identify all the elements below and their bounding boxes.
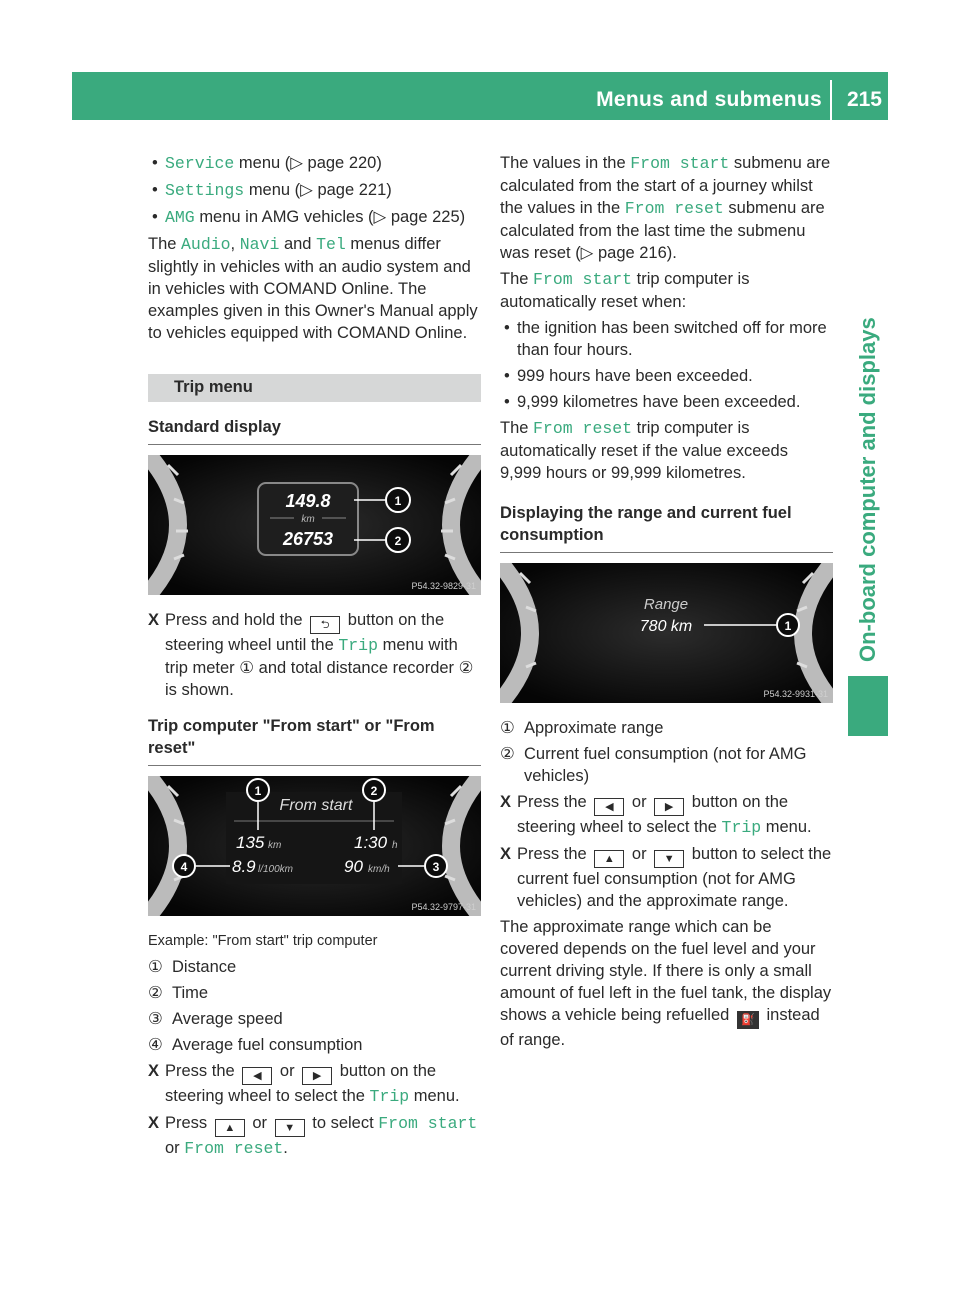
step-marker: X: [500, 793, 512, 811]
legend-number: ①: [500, 719, 515, 737]
trip-value: 149.8: [285, 491, 331, 511]
legend-item: [500, 743, 833, 787]
back-key-icon: ⮌: [310, 616, 340, 634]
instruction-step: [148, 1060, 481, 1108]
menu-code: Tel: [316, 235, 346, 254]
legend-text: Distance: [172, 958, 237, 976]
legend-item: [148, 982, 481, 1004]
callout-2: 2: [370, 784, 378, 798]
text: button on the steering wheel to select the: [165, 1062, 437, 1105]
text: or: [252, 1114, 268, 1132]
menu-code: From start: [378, 1114, 478, 1133]
legend-item: [148, 956, 481, 978]
legend-text: Average fuel consumption: [172, 1036, 363, 1054]
figure-code: P54.32-9797-31: [411, 902, 476, 912]
list-item: [148, 206, 481, 229]
distance-unit: km: [268, 840, 282, 851]
text: or: [165, 1139, 180, 1157]
text: menu with trip meter: [165, 636, 458, 677]
left-column: [148, 152, 481, 1164]
instruction-step: [148, 609, 481, 701]
legend-number: ③: [148, 1010, 163, 1028]
header-title: Menus and submenus: [596, 88, 822, 111]
callout-2: 2: [394, 534, 402, 548]
left-arrow-key-icon: ◀: [594, 798, 624, 816]
text: trip computer is automatically reset if the value exceeds 9,999 hours or 99,999 kilometres.: [500, 419, 788, 482]
text: or: [279, 1062, 295, 1080]
right-column: [500, 152, 833, 1055]
text: The approximate range which can be covered depends on the fuel level and your current driving style. If there is only a small amount of fuel left in the fuel tank, the display shows a vehicle being refuelled: [500, 918, 832, 1024]
text: menu.: [765, 818, 812, 836]
side-tab: [848, 132, 888, 662]
trip-title: From start: [279, 797, 353, 814]
page-header: [72, 72, 888, 120]
menu-code: From start: [533, 270, 633, 289]
cluster-illustration: [148, 455, 481, 595]
left-arrow-key-icon: ◀: [242, 1067, 272, 1085]
list-item-text: menu (▷ page 220): [238, 154, 382, 172]
list-item: [148, 152, 481, 175]
instruction-step: [148, 1112, 481, 1160]
text: .: [283, 1139, 288, 1157]
subsection-title: Trip computer "From start" or "From reset": [148, 715, 481, 766]
menu-code: From reset: [533, 419, 633, 438]
text: and: [283, 235, 312, 253]
text: Press the: [165, 1062, 235, 1080]
text: The values in the: [500, 154, 626, 172]
text: Press the: [517, 793, 587, 811]
callout-1: 1: [784, 619, 792, 633]
dashboard-figure-standard: [148, 455, 481, 595]
callout-1: 1: [254, 784, 262, 798]
legend-text: Approximate range: [524, 719, 664, 737]
fuel-pump-icon: ⛽: [737, 1011, 759, 1029]
range-value: 780 km: [639, 618, 693, 635]
time-unit: h: [392, 840, 398, 851]
step-marker: X: [148, 1062, 160, 1080]
list-item: • the ignition has been switched off for more than four hours.: [500, 317, 833, 361]
side-tab-label: On-board computer and displays: [855, 317, 880, 662]
text: ,: [230, 235, 236, 253]
legend-number: ②: [148, 984, 163, 1002]
figure-code: P54.32-9829-31: [411, 581, 476, 591]
paragraph: [500, 152, 833, 264]
text: The: [500, 419, 529, 437]
menu-code: Audio: [181, 235, 231, 254]
cluster-illustration: [148, 776, 481, 916]
text: or: [631, 845, 647, 863]
legend-text: Time: [172, 984, 209, 1002]
instruction-step: [500, 843, 833, 912]
speed-unit: km/h: [368, 864, 390, 875]
distance-value: 135: [236, 833, 265, 852]
callout-ref: ①: [239, 659, 255, 677]
subsection-title: Standard display: [148, 416, 481, 445]
section-title: Trip menu: [148, 374, 481, 402]
cluster-illustration: [500, 563, 833, 703]
list-item: • 9,999 kilometres have been exceeded.: [500, 391, 833, 413]
text: Press: [165, 1114, 208, 1132]
intro-paragraph: [148, 233, 481, 344]
up-arrow-key-icon: ▲: [215, 1119, 245, 1137]
list-item-text: menu in AMG vehicles (▷ page 225): [199, 208, 466, 226]
text: menu.: [413, 1087, 460, 1105]
range-label: Range: [643, 596, 689, 613]
speed-value: 90: [344, 857, 363, 876]
text: Press the: [517, 845, 587, 863]
menu-code: Navi: [239, 235, 280, 254]
paragraph: [500, 916, 833, 1051]
menu-code: Service: [165, 154, 235, 173]
list-item: • 999 hours have been exceeded.: [500, 365, 833, 387]
legend-text: Current fuel consumption (not for AMG vehicles): [524, 745, 807, 785]
text: button on the steering wheel to select the: [517, 793, 789, 836]
text: is shown.: [165, 681, 234, 699]
menu-code: From reset: [624, 199, 724, 218]
down-arrow-key-icon: ▼: [275, 1119, 305, 1137]
text: or: [631, 793, 647, 811]
dashboard-figure-range: [500, 563, 833, 703]
time-value: 1:30: [354, 833, 388, 852]
side-tab-marker: [848, 676, 888, 736]
figure-code: P54.32-9931-31: [763, 689, 828, 699]
menu-code: Trip: [338, 636, 378, 655]
menu-code: From start: [630, 154, 730, 173]
text: submenu are calculated from the last time the submenu was reset (▷ page 216).: [500, 199, 825, 262]
text: button on the steering wheel until the: [165, 611, 445, 654]
legend-item: [148, 1034, 481, 1056]
list-item: [148, 179, 481, 202]
callout-4: 4: [180, 860, 188, 874]
callout-3: 3: [432, 860, 440, 874]
menu-code: Settings: [165, 181, 245, 200]
text: to select: [312, 1114, 374, 1132]
figure-caption: Example: "From start" trip computer: [148, 933, 378, 949]
trip-unit: km: [301, 514, 315, 525]
paragraph: [500, 417, 833, 484]
text: button to select the current fuel consumption (not for AMG vehicles) and the approximate range.: [517, 845, 832, 910]
step-marker: X: [148, 1114, 160, 1132]
fuel-value: 8.9: [232, 857, 256, 876]
fuel-unit: l/100km: [258, 864, 294, 875]
legend-item: [148, 1008, 481, 1030]
text: instead of range.: [500, 1006, 820, 1049]
legend-number: ④: [148, 1036, 163, 1054]
menu-code: Trip: [369, 1087, 410, 1106]
legend-number: ②: [500, 745, 515, 763]
subsection-title: Displaying the range and current fuel consumption: [500, 502, 833, 553]
callout-ref: ②: [458, 659, 474, 677]
text: Press and hold the: [165, 611, 303, 629]
text: and total distance recorder: [258, 659, 455, 677]
instruction-step: [500, 791, 833, 839]
text: The: [148, 235, 177, 253]
page-number: 215: [846, 88, 882, 111]
menu-code: AMG: [165, 208, 195, 227]
legend-item: [500, 717, 833, 739]
down-arrow-key-icon: ▼: [654, 850, 684, 868]
header-divider: [830, 80, 832, 120]
legend-number: ①: [148, 958, 163, 976]
dashboard-figure-from-start: [148, 776, 481, 916]
total-value: 26753: [282, 529, 334, 549]
legend-text: Average speed: [172, 1010, 283, 1028]
text: menus differ slightly in vehicles with an audio system and in vehicles with COMAND Online. The examples given in this Owner's Manual apply to vehicles equipped with COMAND Online.: [148, 235, 478, 342]
right-arrow-key-icon: ▶: [302, 1067, 332, 1085]
menu-code: Trip: [721, 818, 762, 837]
callout-1: 1: [394, 494, 402, 508]
right-arrow-key-icon: ▶: [654, 798, 684, 816]
text: submenu are calculated from the start of a journey whilst the values in the: [500, 154, 831, 217]
step-marker: X: [148, 611, 160, 629]
up-arrow-key-icon: ▲: [594, 850, 624, 868]
step-marker: X: [500, 845, 512, 863]
paragraph: [500, 268, 833, 313]
text: trip computer is automatically reset when:: [500, 270, 750, 311]
list-item-text: menu (▷ page 221): [248, 181, 392, 199]
menu-code: From reset: [184, 1139, 284, 1158]
text: The: [500, 270, 529, 288]
